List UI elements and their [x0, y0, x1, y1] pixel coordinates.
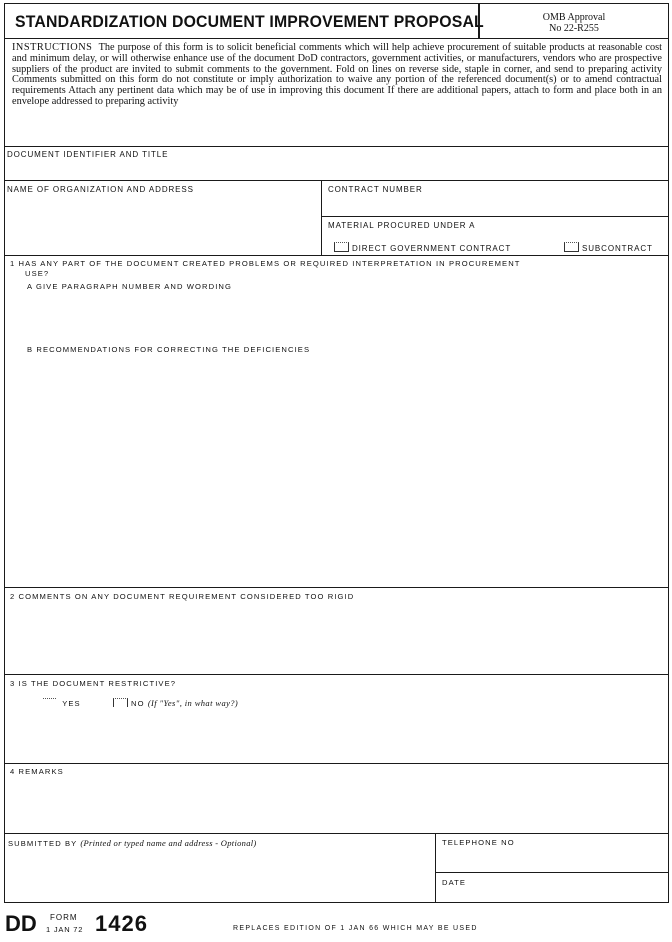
instructions-text [12, 43, 662, 108]
section-3-restrictive[interactable] [4, 674, 669, 764]
section-2-comments[interactable] [4, 587, 669, 675]
section-4-label: 4 REMARKS [10, 767, 64, 776]
omb-approval-number: No 22-R255 [549, 23, 599, 34]
form-date: 1 JAN 72 [46, 925, 84, 934]
instructions-block [4, 39, 669, 147]
omb-approval-box [479, 3, 669, 39]
section-1-question-cont: USE? [25, 269, 50, 278]
form-label: FORM [50, 913, 78, 922]
section-1-question: 1 HAS ANY PART OF THE DOCUMENT CREATED PROBLEMS OR REQUIRED INTERPRETATION IN PROCUREMENT [10, 259, 521, 268]
omb-approval-label: OMB Approval [542, 12, 606, 23]
date-field[interactable] [435, 872, 669, 903]
restrictive-note: (If "Yes", in what way?) [147, 698, 239, 708]
organization-address-field[interactable] [4, 180, 322, 256]
replaces-edition-note: REPLACES EDITION OF 1 JAN 66 WHICH MAY BE USED [233, 925, 478, 932]
submitted-by-field[interactable] [4, 833, 436, 903]
subcontract-label: SUBCONTRACT [582, 244, 653, 253]
instructions-body: The purpose of this form is to solicit beneficial comments which will help achieve procurement of suitable products at reasonable cost and minimum delay, or will otherwise enhance use of the document DoD contractors, government activities, or manufacturers, vendors who are prospective suppliers of the product are invited to submit comments to the government. Fold on lines on reverse side, staple in corner, and send to preparing activity Comments submitted on this form do not constitute or imply authorization to waive any portion of the referenced document(s) or to amend contractual requirements Attach any pertinent data which may be of use in improving this document If there are additional papers, attach to form and place both in an envelope addressed to preparing activity [12, 42, 663, 107]
contract-number-field[interactable] [321, 180, 669, 217]
subcontract-option[interactable] [564, 242, 653, 254]
document-identifier-field[interactable] [4, 146, 669, 181]
telephone-field[interactable] [435, 833, 669, 873]
restrictive-no-option[interactable] [113, 698, 238, 709]
restrictive-yes-label: YES [62, 699, 81, 708]
material-procured-box [321, 216, 669, 256]
organization-address-label: NAME OF ORGANIZATION AND ADDRESS [7, 185, 194, 194]
section-1-problems[interactable] [4, 255, 669, 588]
restrictive-no-checkbox[interactable] [113, 698, 128, 707]
dd-mark: DD [5, 911, 37, 936]
document-identifier-label: DOCUMENT IDENTIFIER AND TITLE [7, 150, 169, 159]
contract-number-label: CONTRACT NUMBER [328, 185, 423, 194]
restrictive-yes-option[interactable] [43, 698, 81, 709]
date-label: DATE [442, 878, 467, 887]
direct-contract-option[interactable] [334, 242, 511, 254]
restrictive-no-label: NO [131, 699, 145, 708]
submitted-by-label: SUBMITTED BY [8, 839, 78, 848]
direct-contract-label: DIRECT GOVERNMENT CONTRACT [352, 244, 512, 253]
section-3-label: 3 IS THE DOCUMENT RESTRICTIVE? [10, 679, 177, 688]
subcontract-checkbox[interactable] [564, 242, 579, 252]
instructions-label: INSTRUCTIONS [12, 42, 93, 53]
section-2-label: 2 COMMENTS ON ANY DOCUMENT REQUIREMENT CONSIDERED TOO RIGID [10, 592, 355, 601]
direct-contract-checkbox[interactable] [334, 242, 349, 252]
restrictive-yes-checkbox[interactable] [43, 698, 56, 707]
section-1a-paragraph-wording: A GIVE PARAGRAPH NUMBER AND WORDING [27, 282, 233, 291]
form-title-box [4, 3, 484, 39]
section-4-remarks[interactable] [4, 763, 669, 834]
form-title: STANDARDIZATION DOCUMENT IMPROVEMENT PROPOSAL [15, 12, 484, 31]
form-number: 1426 [95, 911, 148, 936]
submitted-by-note: (Printed or typed name and address - Optional) [80, 838, 257, 848]
material-procured-label: MATERIAL PROCURED UNDER A [328, 221, 476, 230]
submitted-by-line [8, 838, 257, 849]
section-1b-recommendations: B RECOMMENDATIONS FOR CORRECTING THE DEFICIENCIES [27, 345, 311, 354]
telephone-label: TELEPHONE NO [442, 838, 515, 847]
